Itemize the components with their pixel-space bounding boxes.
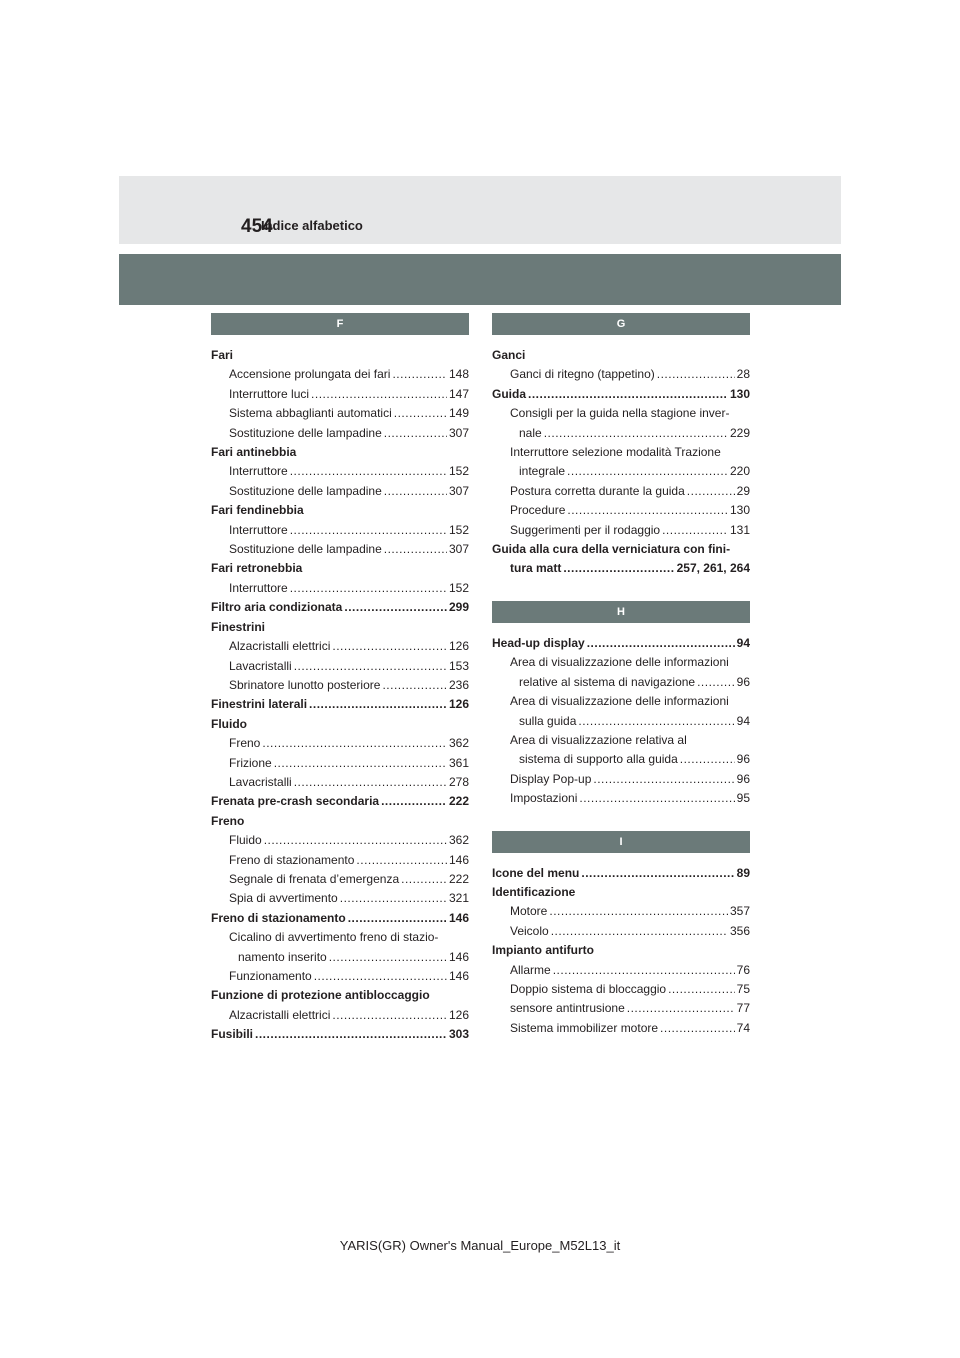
dot-leader — [680, 750, 735, 769]
index-entry-main — [492, 634, 750, 653]
entry-page-number: 75 — [736, 981, 750, 996]
index-entry-sub — [211, 851, 469, 870]
index-entry-sub — [211, 928, 469, 947]
dot-leader — [348, 909, 447, 928]
entry-page-number: 28 — [736, 367, 750, 382]
entry-page-number: 152 — [448, 522, 469, 537]
dot-leader — [332, 637, 447, 656]
index-entry-sub — [492, 770, 750, 789]
dot-leader — [579, 789, 734, 808]
index-entry-main — [492, 883, 750, 902]
entry-text: Postura corretta durante la guida — [510, 483, 685, 498]
index-entry-main — [492, 346, 750, 365]
index-entry-sub — [492, 673, 750, 692]
entry-text: Sistema abbaglianti automatici — [229, 406, 392, 421]
entry-page-number: 361 — [448, 755, 469, 770]
index-entry-sub — [211, 385, 469, 404]
index-entry-main — [211, 559, 469, 578]
entry-text: Fusibili — [211, 1027, 253, 1042]
entry-page-number: 152 — [448, 464, 469, 479]
index-entry-sub — [492, 902, 750, 921]
index-entry-main — [211, 715, 469, 734]
entry-page-number: 222 — [448, 794, 469, 809]
index-entry-main — [492, 385, 750, 404]
entry-text: Doppio sistema di bloccaggio — [510, 981, 667, 996]
entry-page-number: 89 — [736, 865, 750, 880]
dot-leader — [697, 673, 735, 692]
index-entry-sub — [211, 754, 469, 773]
header-band — [119, 176, 841, 244]
entry-text: Head-up display — [492, 635, 585, 650]
dot-leader — [593, 770, 734, 789]
dot-leader — [567, 501, 728, 520]
footer-manual-id: YARIS(GR) Owner's Manual_Europe_M52L13_it — [339, 1238, 621, 1253]
entry-text: Filtro aria condizionata — [211, 600, 343, 615]
header-bar — [119, 254, 841, 305]
dot-leader — [311, 385, 447, 404]
dot-leader — [332, 1006, 447, 1025]
entry-page-number: 147 — [448, 386, 469, 401]
entry-text: Procedure — [510, 503, 566, 518]
entry-text: Display Pop-up — [510, 771, 592, 786]
entry-text: Interruttore — [229, 522, 288, 537]
entry-page-number: 126 — [448, 697, 469, 712]
entry-text: Identificazione — [492, 884, 576, 899]
entry-text: Segnale di frenata d’emergenza — [229, 871, 400, 886]
entry-text: Ganci di ritegno (tappetino) — [510, 367, 655, 382]
dot-leader — [381, 792, 447, 811]
index-entry-main — [211, 346, 469, 365]
index-entry-sub — [211, 365, 469, 384]
index-entry-sub — [492, 999, 750, 1018]
entry-page-number: 153 — [448, 658, 469, 673]
index-entry-sub — [211, 676, 469, 695]
index-entry-sub — [211, 404, 469, 423]
dot-leader — [384, 482, 447, 501]
entry-page-number: 96 — [736, 674, 750, 689]
dot-leader — [528, 385, 728, 404]
entry-page-number: 236 — [448, 677, 469, 692]
index-entry-sub — [211, 734, 469, 753]
entry-text: Sostituzione delle lampadine — [229, 483, 382, 498]
index-entry-sub — [211, 657, 469, 676]
index-column-left — [211, 313, 469, 1045]
entry-text: Lavacristalli — [229, 774, 292, 789]
entry-page-number: 222 — [448, 871, 469, 886]
index-entry-sub — [211, 773, 469, 792]
entry-page-number: 74 — [736, 1020, 750, 1035]
dot-leader — [329, 948, 447, 967]
entry-page-number: 94 — [736, 713, 750, 728]
entry-page-number: 362 — [448, 736, 469, 751]
index-entry-sub — [492, 712, 750, 731]
index-entry-main — [211, 501, 469, 520]
index-entry-main — [492, 540, 750, 559]
index-letter-header: I — [492, 831, 750, 853]
entry-page-number: 148 — [448, 367, 469, 382]
dot-leader — [660, 1019, 735, 1038]
index-entry-main — [211, 792, 469, 811]
dot-leader — [581, 864, 734, 883]
entry-text: Area di visualizzazione delle informazioni — [510, 694, 729, 709]
entry-text: Funzionamento — [229, 969, 312, 983]
entry-page-number: 130 — [729, 503, 750, 518]
index-entry-main — [492, 941, 750, 960]
dot-leader — [567, 462, 728, 481]
entry-page-number: 126 — [448, 1007, 469, 1022]
entry-text: Alzacristalli elettrici — [229, 639, 331, 654]
entry-page-number: 146 — [448, 852, 469, 867]
entry-text: Freno — [229, 736, 261, 751]
dot-leader — [392, 365, 447, 384]
index-entry-sub — [492, 980, 750, 999]
dot-leader — [587, 634, 735, 653]
entry-text: Interruttore selezione modalità Trazione — [510, 445, 721, 460]
entry-text: Freno di stazionamento — [229, 852, 355, 867]
index-entry-sub — [211, 948, 469, 967]
index-entry-main — [211, 1025, 469, 1044]
index-entry-sub — [492, 404, 750, 423]
index-entry-sub — [492, 731, 750, 750]
index-entry-main — [211, 443, 469, 462]
index-entry-main — [492, 864, 750, 883]
entry-page-number: 131 — [729, 522, 750, 537]
entry-text: Sistema immobilizer motore — [510, 1020, 659, 1035]
index-entry-sub — [211, 424, 469, 443]
entry-text: Suggerimenti per il rodaggio — [510, 522, 661, 537]
index-entry-main — [211, 695, 469, 714]
entry-page-number: 152 — [448, 580, 469, 595]
dot-leader — [290, 462, 447, 481]
dot-leader — [553, 961, 735, 980]
entry-text: Funzione di protezione antibloccaggio — [211, 988, 430, 1003]
index-entry-sub — [211, 1006, 469, 1025]
dot-leader — [549, 902, 728, 921]
index-entry-sub — [211, 831, 469, 850]
entry-text: Fari retronebbia — [211, 561, 303, 576]
index-entry-sub — [211, 579, 469, 598]
dot-leader — [384, 424, 447, 443]
entry-text: Interruttore luci — [229, 386, 310, 401]
index-entry-sub — [211, 462, 469, 481]
entry-text: Cicalino di avvertimento freno di stazio- — [229, 930, 439, 945]
entry-text: Area di visualizzazione delle informazioni — [510, 655, 729, 670]
entry-text: Area di visualizzazione relativa al — [510, 732, 687, 747]
entry-text: Fluido — [211, 716, 247, 731]
entry-page-number: 257, 261, 264 — [676, 561, 750, 576]
index-entry-sub — [492, 462, 750, 481]
index-entry-sub — [492, 653, 750, 672]
entry-text: Finestrini laterali — [211, 697, 308, 712]
index-entry-sub — [492, 482, 750, 501]
entry-text: Spia di avvertimento — [229, 891, 338, 906]
dot-leader — [382, 676, 447, 695]
index-entry-sub — [492, 922, 750, 941]
index-entry-sub — [492, 501, 750, 520]
entry-page-number: 356 — [729, 923, 750, 938]
entry-text: tura matt — [510, 561, 562, 576]
index-entry-sub — [492, 365, 750, 384]
entry-page-number: 299 — [448, 600, 469, 615]
entry-page-number: 76 — [736, 962, 750, 977]
dot-leader — [274, 754, 447, 773]
entry-page-number: 321 — [448, 891, 469, 906]
entry-page-number: 307 — [448, 425, 469, 440]
index-entry-sub — [492, 1019, 750, 1038]
index-entry-sub — [211, 870, 469, 889]
entry-page-number: 307 — [448, 483, 469, 498]
dot-leader — [687, 482, 735, 501]
entry-text: Freno — [211, 813, 245, 828]
index-entry-main — [211, 986, 469, 1005]
entry-page-number: 126 — [448, 639, 469, 654]
index-entry-sub — [211, 967, 469, 986]
dot-leader — [401, 870, 447, 889]
entry-text: Frenata pre-crash secondaria — [211, 794, 380, 809]
index-letter-header: G — [492, 313, 750, 335]
index-column-right — [492, 313, 750, 1038]
entry-text: Fari fendinebbia — [211, 503, 304, 518]
index-entry-sub — [492, 961, 750, 980]
index-entry-sub — [211, 482, 469, 501]
dot-leader — [314, 967, 447, 986]
dot-leader — [668, 980, 735, 999]
entry-text: Sostituzione delle lampadine — [229, 425, 382, 440]
entry-text: Fari antinebbia — [211, 445, 297, 460]
index-entry-sub — [492, 424, 750, 443]
index-entry-sub — [492, 789, 750, 808]
entry-page-number: 220 — [729, 464, 750, 479]
entry-text: Interruttore — [229, 580, 288, 595]
entry-text: Sbrinatore lunotto posteriore — [229, 677, 381, 692]
index-entry-main — [211, 909, 469, 928]
entry-page-number: 357 — [729, 904, 750, 919]
entry-page-number: 130 — [729, 386, 750, 401]
dot-leader — [290, 521, 447, 540]
dot-leader — [294, 657, 447, 676]
entry-text: Motore — [510, 904, 548, 919]
dot-leader — [356, 851, 447, 870]
index-entry-sub — [492, 443, 750, 462]
dot-leader — [262, 734, 447, 753]
dot-leader — [627, 999, 735, 1018]
entry-text: Ganci — [492, 348, 526, 362]
entry-page-number: 307 — [448, 542, 469, 557]
entry-page-number: 278 — [448, 774, 469, 789]
entry-page-number: 95 — [736, 791, 750, 806]
entry-page-number: 362 — [448, 833, 469, 848]
section-title: Indice alfabetico — [261, 218, 363, 233]
index-entry-main — [211, 812, 469, 831]
entry-page-number: 303 — [448, 1027, 469, 1042]
index-entry-sub — [492, 750, 750, 769]
entry-text: Frizione — [229, 755, 272, 770]
dot-leader — [309, 695, 447, 714]
page-number: 454 — [241, 216, 273, 237]
entry-text: Lavacristalli — [229, 658, 292, 673]
dot-leader — [657, 365, 735, 384]
index-entry-sub — [211, 540, 469, 559]
entry-text: Sostituzione delle lampadine — [229, 542, 382, 557]
entry-text: Fari — [211, 348, 234, 362]
index-entry-sub — [492, 692, 750, 711]
entry-text: nale — [519, 425, 542, 440]
entry-page-number: 229 — [729, 425, 750, 440]
dot-leader — [544, 424, 728, 443]
entry-page-number: 29 — [736, 483, 750, 498]
dot-leader — [264, 831, 447, 850]
dot-leader — [255, 1025, 447, 1044]
dot-leader — [384, 540, 447, 559]
dot-leader — [563, 559, 674, 578]
dot-leader — [578, 712, 734, 731]
index-entry-sub — [492, 521, 750, 540]
entry-text: Accensione prolungata dei fari — [229, 367, 391, 382]
entry-text: Guida alla cura della verniciatura con fini- — [492, 542, 731, 557]
entry-text: sulla guida — [519, 713, 577, 728]
index-letter-header: F — [211, 313, 469, 335]
dot-leader — [662, 521, 728, 540]
dot-leader — [551, 922, 728, 941]
index-entry-sub — [211, 521, 469, 540]
entry-text: Interruttore — [229, 464, 288, 479]
entry-text: Allarme — [510, 962, 551, 977]
entry-page-number: 146 — [448, 969, 469, 983]
entry-text: sistema di supporto alla guida — [519, 752, 678, 767]
entry-text: Impianto antifurto — [492, 943, 594, 958]
dot-leader — [340, 889, 447, 908]
entry-page-number: 96 — [736, 771, 750, 786]
index-entry-main — [492, 559, 750, 578]
entry-text: Impostazioni — [510, 791, 578, 806]
entry-text: Icone del menu — [492, 865, 580, 880]
dot-leader — [344, 598, 447, 617]
index-entry-sub — [211, 889, 469, 908]
entry-page-number: 96 — [736, 752, 750, 767]
index-letter-header: H — [492, 601, 750, 623]
entry-text: sensore antintrusione — [510, 1001, 625, 1016]
entry-text: namento inserito — [238, 949, 327, 964]
entry-page-number: 149 — [448, 406, 469, 421]
entry-page-number: 77 — [736, 1001, 750, 1016]
entry-text: relative al sistema di navigazione — [519, 674, 696, 689]
entry-text: Finestrini — [211, 619, 266, 634]
index-entry-main — [211, 598, 469, 617]
entry-page-number: 146 — [448, 949, 469, 964]
entry-text: Guida — [492, 386, 527, 401]
index-entry-main — [211, 618, 469, 637]
dot-leader — [294, 773, 447, 792]
entry-page-number: 94 — [736, 635, 750, 650]
entry-text: integrale — [519, 464, 566, 479]
dot-leader — [394, 404, 447, 423]
index-entry-sub — [211, 637, 469, 656]
entry-text: Consigli per la guida nella stagione inver- — [510, 406, 730, 421]
dot-leader — [290, 579, 447, 598]
entry-text: Fluido — [229, 833, 262, 848]
entry-text: Veicolo — [510, 923, 549, 938]
entry-text: Alzacristalli elettrici — [229, 1007, 331, 1022]
entry-page-number: 146 — [448, 910, 469, 925]
entry-text: Freno di stazionamento — [211, 910, 346, 925]
